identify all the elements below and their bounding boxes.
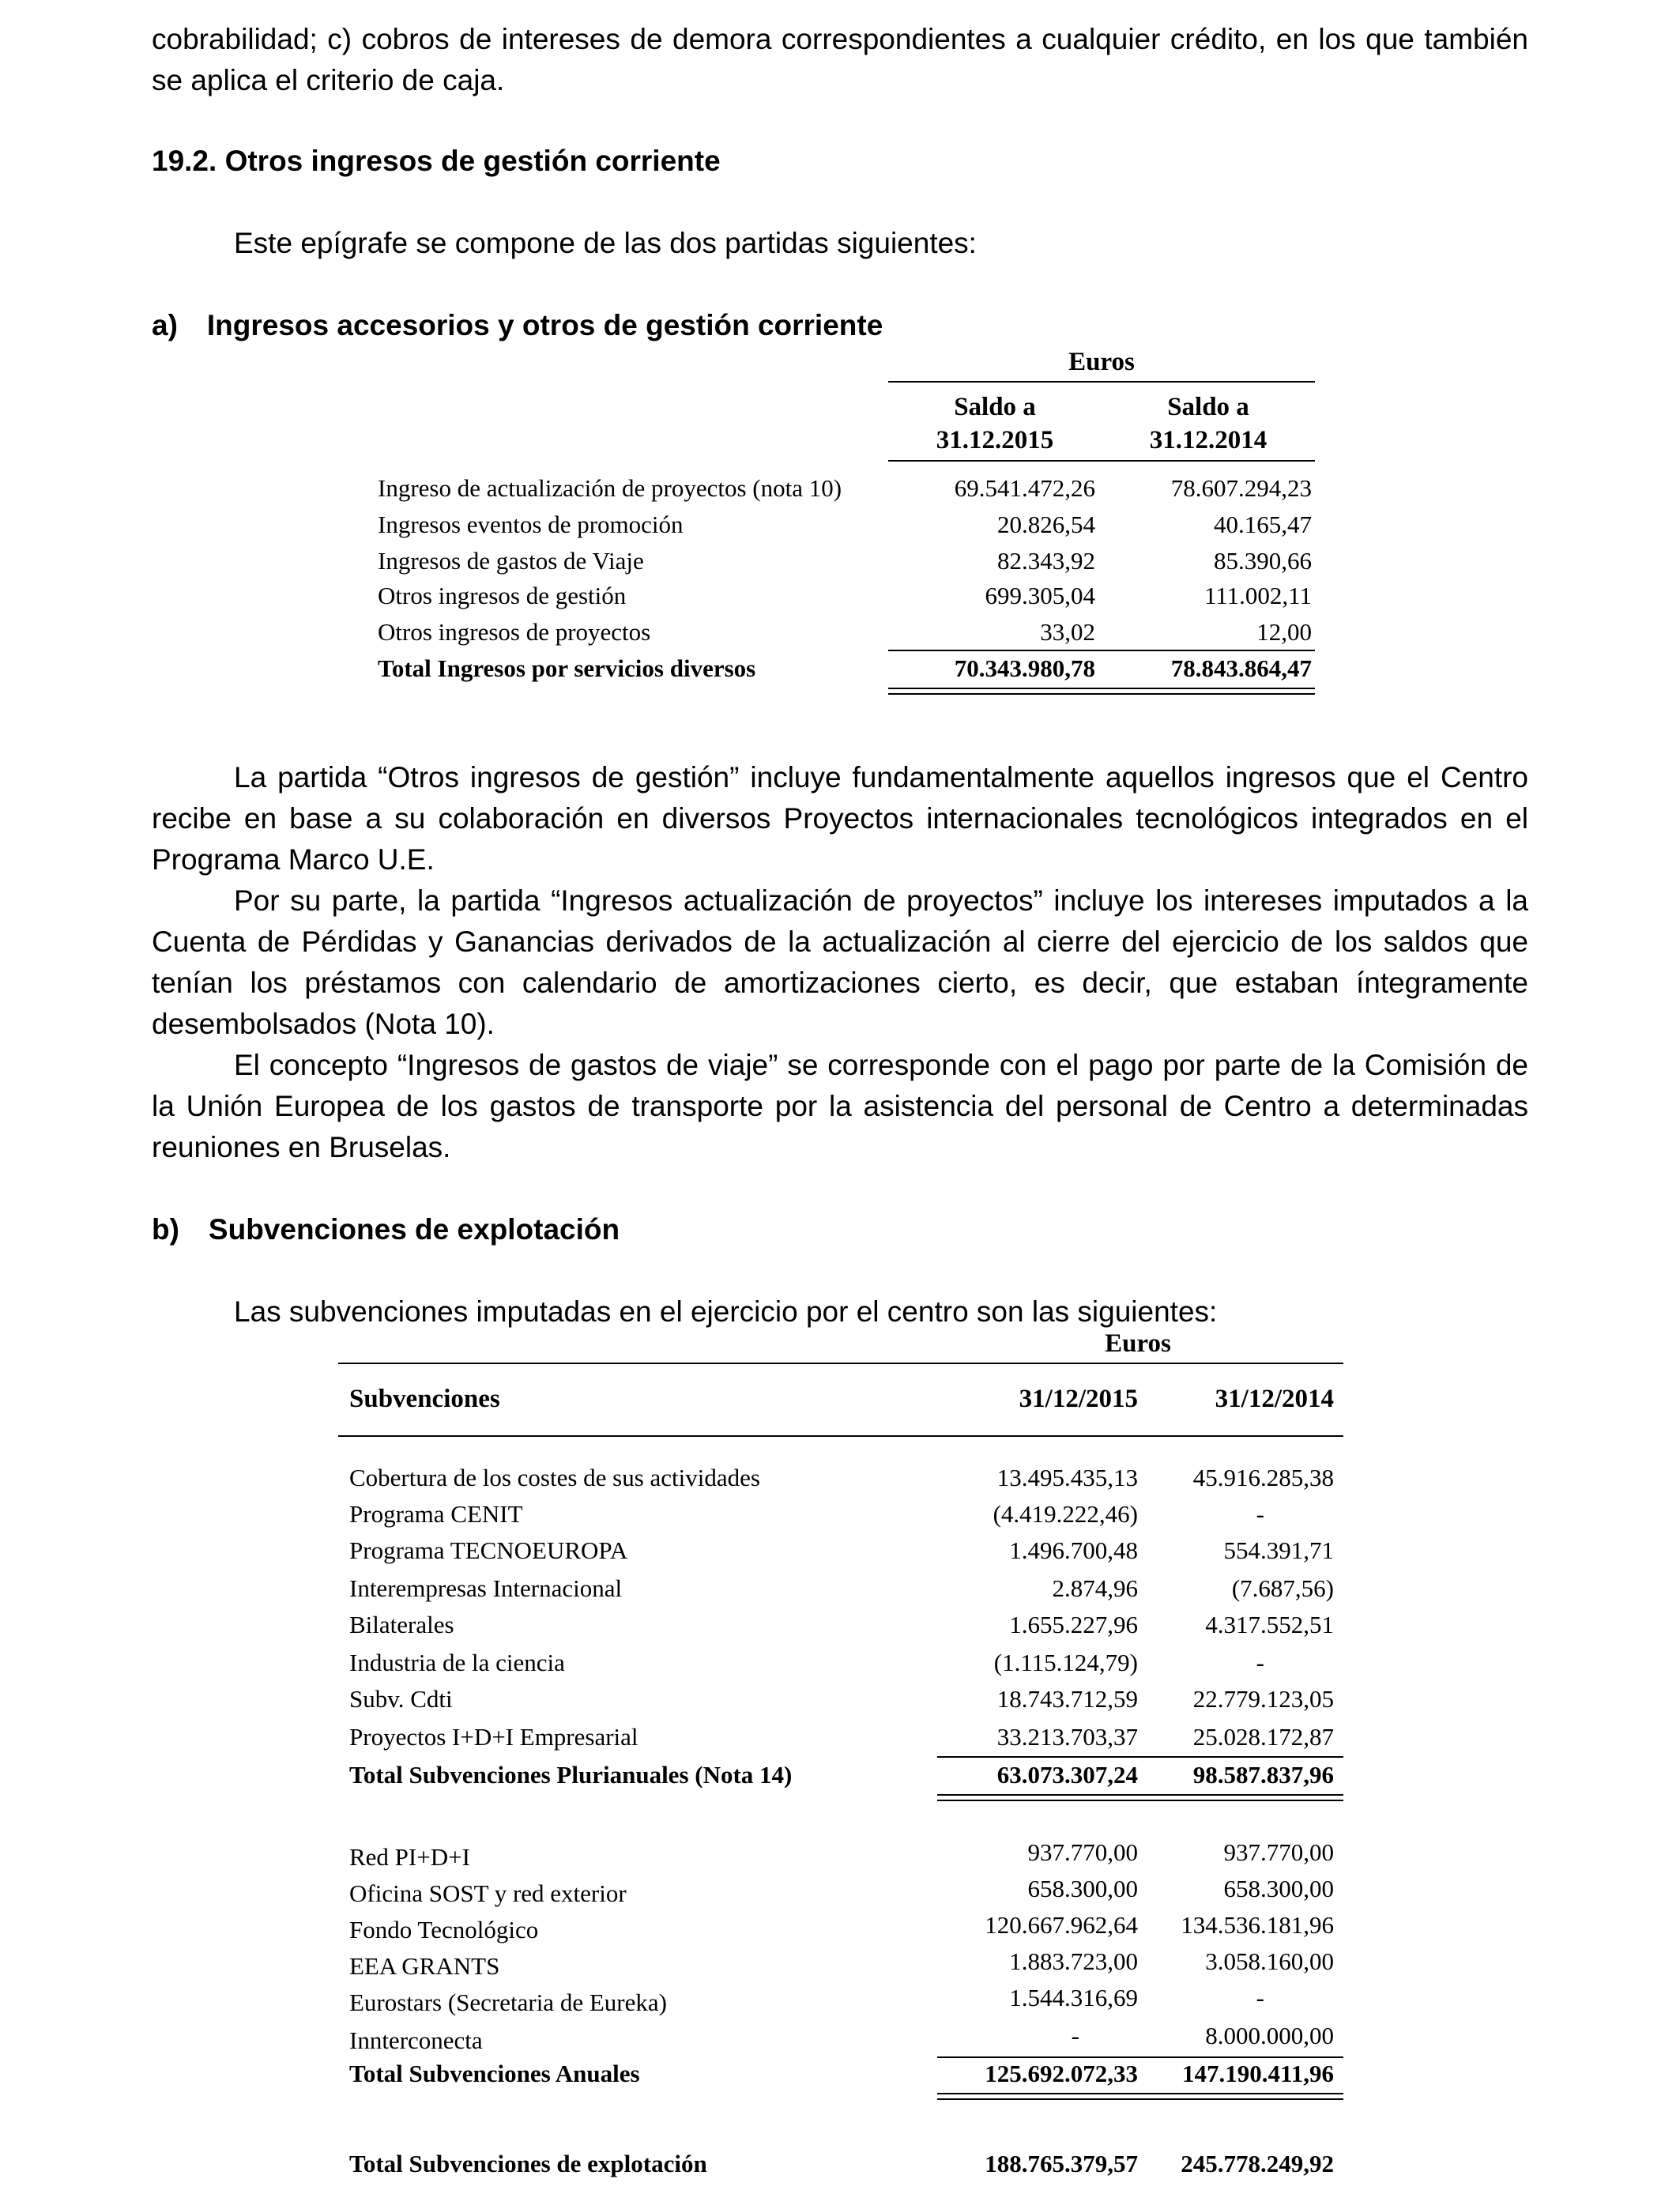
table-row xyxy=(349,1574,1343,1611)
table-row xyxy=(349,1984,1343,2020)
row-value-2015: 33.213.703,37 xyxy=(996,1723,1138,1751)
paragraph-gastos-viaje: El concepto “Ingresos de gastos de viaje” se corresponde con el pago por parte de la Comisión de la Unión Europea de los gastos de transporte por la asistencia del personal de Centro a determinadas reuniones en Bruselas. xyxy=(152,1049,1528,1163)
col-subvenciones: Subvenciones xyxy=(349,1385,500,1413)
plurianual-total-2015: 63.073.307,24 xyxy=(996,1761,1138,1789)
row-value-2015: 33,02 xyxy=(1040,618,1095,646)
row-label: Subv. Cdti xyxy=(349,1685,453,1713)
table-row xyxy=(349,1500,1343,1536)
row-label: Fondo Tecnológico xyxy=(349,1916,539,1943)
anual-subtotal-rule xyxy=(937,2056,1343,2058)
grand-total-2014: 245.778.249,92 xyxy=(1181,2150,1334,2177)
col-2015-line2: 31.12.2015 xyxy=(936,426,1054,454)
row-value-2015: 658.300,00 xyxy=(1027,1875,1138,1902)
row-value-2015: 2.874,96 xyxy=(1052,1574,1138,1602)
income-table-col-2014 xyxy=(1102,390,1315,457)
row-value-2015: 937.770,00 xyxy=(1027,1838,1138,1866)
table-row xyxy=(378,582,1315,618)
row-label: Industria de la ciencia xyxy=(349,1649,565,1676)
col-2014-line1: Saldo a xyxy=(1167,393,1249,421)
plurianual-subtotal-rule xyxy=(937,1756,1343,1758)
row-label: EEA GRANTS xyxy=(349,1952,500,1980)
row-label: Ingresos de gastos de Viaje xyxy=(378,547,644,575)
part-b-intro: Las subvenciones imputadas en el ejercicio por el centro son las siguientes: xyxy=(234,1295,1218,1328)
table-row xyxy=(349,1947,1343,1984)
grand-total-2015: 188.765.379,57 xyxy=(985,2150,1138,2177)
row-value-2015: 20.826,54 xyxy=(997,511,1095,538)
total-row xyxy=(378,654,1315,691)
plurianual-total-double-rule xyxy=(937,1794,1343,1801)
section-intro: Este epígrafe se compone de las dos partidas siguientes: xyxy=(234,227,977,259)
income-table-header-rule xyxy=(888,460,1315,462)
subsidies-table-top-rule xyxy=(338,1363,1343,1364)
grand-total-label: Total Subvenciones de explotación xyxy=(349,2150,707,2177)
income-table-col-2015 xyxy=(888,390,1102,457)
row-value-2015: (1.115.124,79) xyxy=(993,1649,1138,1676)
row-label: Otros ingresos de gestión xyxy=(378,582,627,609)
income-table-units-rule xyxy=(888,381,1315,383)
plurianual-total-label: Total Subvenciones Plurianuales (Nota 14) xyxy=(349,1761,793,1789)
anual-total-double-rule xyxy=(937,2093,1343,2100)
row-label: Bilaterales xyxy=(349,1611,454,1638)
row-value-2015: 1.544.316,69 xyxy=(1009,1984,1138,2011)
row-value-2015: 13.495.435,13 xyxy=(996,1464,1138,1491)
subsidies-table-header-rule xyxy=(338,1435,1343,1437)
paragraph-otros-ingresos: La partida “Otros ingresos de gestión” incluye fundamentalmente aquellos ingresos que el Centro recibe en base a su colaboración en diversos Proyectos internacionales tecnológicos integrados en el Programa Marco U.E. xyxy=(152,761,1528,876)
total-label: Total Ingresos por servicios diversos xyxy=(378,654,756,682)
row-value-2015: - xyxy=(1071,2022,1079,2049)
row-label: Eurostars (Secretaria de Eureka) xyxy=(349,1989,667,2016)
table-row xyxy=(349,1685,1343,1721)
row-value-2014: 22.779.123,05 xyxy=(1192,1685,1334,1713)
row-value-2015: 699.305,04 xyxy=(985,582,1095,609)
row-value-2015: 1.883.723,00 xyxy=(1009,1947,1138,1975)
row-label: Oficina SOST y red exterior xyxy=(349,1879,627,1907)
intro-paragraph: cobrabilidad; c) cobros de intereses de demora correspondientes a cualquier crédito, en los que también se aplica el criterio de caja. xyxy=(152,23,1528,96)
total-double-rule xyxy=(888,688,1315,695)
table-row xyxy=(378,547,1315,583)
row-value-2014: 25.028.172,87 xyxy=(1192,1723,1334,1751)
row-label: Otros ingresos de proyectos xyxy=(378,618,651,646)
row-value-2015: 120.667.962,64 xyxy=(985,1911,1138,1939)
row-value-2014: 554.391,71 xyxy=(1223,1536,1334,1564)
row-value-2014: - xyxy=(1256,1500,1264,1528)
subsidies-table-units: Euros xyxy=(1105,1329,1171,1358)
row-label: Ingreso de actualización de proyectos (nota 10) xyxy=(378,474,842,502)
subtotal-rule xyxy=(888,650,1315,651)
row-value-2014: 12,00 xyxy=(1256,618,1312,646)
row-value-2014: 8.000.000,00 xyxy=(1205,2022,1334,2049)
table-row xyxy=(378,474,1315,511)
table-row xyxy=(349,2022,1343,2058)
table-row xyxy=(349,1464,1343,1500)
row-label: Innterconecta xyxy=(349,2026,483,2054)
row-label: Programa CENIT xyxy=(349,1500,523,1528)
row-value-2014: 40.165,47 xyxy=(1214,511,1312,538)
part-a-heading: a) Ingresos accesorios y otros de gestión corriente xyxy=(152,309,883,341)
row-value-2014: 85.390,66 xyxy=(1214,547,1312,575)
anual-total-label: Total Subvenciones Anuales xyxy=(349,2060,640,2087)
row-value-2014: 3.058.160,00 xyxy=(1205,1947,1334,1975)
grand-total-row xyxy=(349,2150,1343,2186)
paragraph-actualizacion: Por su parte, la partida “Ingresos actualización de proyectos” incluye los intereses imputados a la Cuenta de Pérdidas y Ganancias derivados de la actualización al cierre del ejercicio de los saldos que tenían los préstamos con calendario de amortizaciones cierto, es decir, que estaban íntegramente desembolsados (Nota 10). xyxy=(152,884,1528,1040)
row-label: Ingresos eventos de promoción xyxy=(378,511,684,538)
table-row xyxy=(349,1911,1343,1947)
row-value-2015: 1.496.700,48 xyxy=(1009,1536,1138,1564)
anual-total-2014: 147.190.411,96 xyxy=(1181,2060,1334,2087)
row-value-2014: 658.300,00 xyxy=(1223,1875,1334,1902)
col-2015: 31/12/2015 xyxy=(1019,1385,1138,1413)
table-row xyxy=(349,1875,1343,1911)
row-value-2014: (7.687,56) xyxy=(1231,1574,1334,1602)
total-row xyxy=(349,2060,1343,2096)
total-row xyxy=(349,1761,1343,1797)
part-b-heading: b) Subvenciones de explotación xyxy=(152,1213,620,1246)
row-label: Proyectos I+D+I Empresarial xyxy=(349,1723,638,1751)
row-value-2014: 4.317.552,51 xyxy=(1205,1611,1334,1638)
row-value-2014: 937.770,00 xyxy=(1223,1838,1334,1866)
row-value-2015: (4.419.222,46) xyxy=(993,1500,1138,1528)
subsidies-table-header xyxy=(349,1385,1343,1421)
total-value-2015: 70.343.980,78 xyxy=(954,654,1095,682)
row-label: Programa TECNOEUROPA xyxy=(349,1536,628,1564)
row-label: Cobertura de los costes de sus actividades xyxy=(349,1464,760,1491)
section-heading: 19.2. Otros ingresos de gestión corriente xyxy=(152,145,721,177)
row-label: Interempresas Internacional xyxy=(349,1574,623,1602)
row-value-2014: 45.916.285,38 xyxy=(1192,1464,1334,1491)
table-row xyxy=(349,1536,1343,1573)
row-value-2015: 82.343,92 xyxy=(997,547,1095,575)
table-row xyxy=(349,1611,1343,1647)
total-value-2014: 78.843.864,47 xyxy=(1170,654,1312,682)
row-value-2014: - xyxy=(1256,1649,1264,1676)
table-row xyxy=(349,1723,1343,1759)
row-value-2015: 69.541.472,26 xyxy=(954,474,1095,502)
row-value-2015: 1.655.227,96 xyxy=(1009,1611,1138,1638)
row-value-2014: 78.607.294,23 xyxy=(1170,474,1312,502)
plurianual-total-2014: 98.587.837,96 xyxy=(1192,1761,1334,1789)
row-value-2014: 134.536.181,96 xyxy=(1181,1911,1334,1939)
row-value-2014: 111.002,11 xyxy=(1203,582,1312,609)
table-row xyxy=(349,1649,1343,1685)
income-table-units: Euros xyxy=(1068,348,1135,376)
row-label: Red PI+D+I xyxy=(349,1843,470,1871)
col-2014: 31/12/2014 xyxy=(1215,1385,1334,1413)
table-row xyxy=(378,511,1315,547)
table-row xyxy=(349,1838,1343,1875)
col-2014-line2: 31.12.2014 xyxy=(1149,426,1268,454)
row-value-2014: - xyxy=(1256,1984,1264,2011)
col-2015-line1: Saldo a xyxy=(954,393,1036,421)
row-value-2015: 18.743.712,59 xyxy=(996,1685,1138,1713)
anual-total-2015: 125.692.072,33 xyxy=(985,2060,1138,2087)
